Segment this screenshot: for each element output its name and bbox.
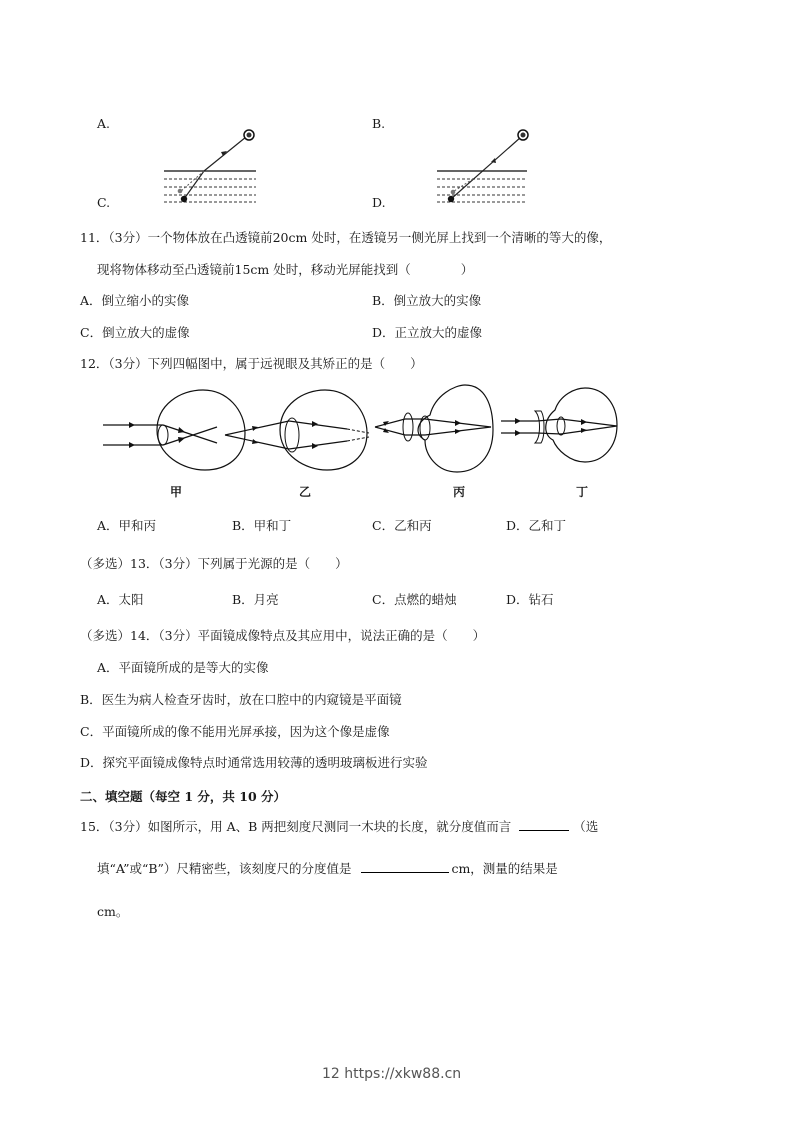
q13-option-b: B．月亮 [232,592,279,607]
q14-option-b: B．医生为病人检查牙齿时，放在口腔中的内窥镜是平面镜 [80,692,402,707]
q12-figure-label-jia: 甲 [170,485,183,499]
q12-figure-label-yi: 乙 [299,485,312,499]
q10-option-c-label: C. [97,195,111,210]
eye-diagram-ding [501,388,617,462]
q13-stem: （多选）13．（3分）下列属于光源的是（ ） [80,556,348,571]
q15-stem-part3: 填“A”或“B”）尺精密些，该刻度尺的分度值是 [97,861,352,876]
q10-refraction-diagram-d [435,125,535,205]
q12-option-d: D．乙和丁 [506,518,567,533]
q12-figure-label-bing: 丙 [453,485,466,499]
q14-option-d: D．探究平面镜成像特点时通常选用较薄的透明玻璃板进行实验 [80,755,428,770]
q14-option-c: C．平面镜所成的像不能用光屏承接，因为这个像是虚像 [80,724,390,739]
q11-option-a: A．倒立缩小的实像 [80,293,190,308]
q10-option-d-label: D. [372,195,386,210]
q11-option-b: B．倒立放大的实像 [372,293,482,308]
q14-stem: （多选）14．（3分）平面镜成像特点及其应用中，说法正确的是（ ） [80,628,486,643]
q10-option-a-label: A. [97,116,111,131]
q10-refraction-diagram-c [160,125,260,205]
q10-option-b-label: B. [372,116,386,131]
q11-option-c: C．倒立放大的虚像 [80,325,190,340]
section-title-fill-in-blank: 二、填空题（每空 1 分，共 10 分） [80,789,287,804]
q11-stem-line1: 11．（3分）一个物体放在凸透镜前20cm 处时，在透镜另一侧光屏上找到一个清晰的等大的像， [80,230,612,245]
footer-url: https://xkw88.cn [344,1066,462,1082]
q12-eye-diagrams [95,385,635,480]
q11-stem-line2: 现将物体移动至凸透镜前15cm 处时，移动光屏能找到（ ） [97,262,474,277]
q15-blank-2[interactable] [361,860,449,873]
eye-diagram-yi [225,390,369,470]
q12-option-a: A．甲和丙 [97,518,157,533]
eye-diagram-jia [103,390,245,470]
q15-line2 [97,860,558,877]
q13-option-c: C．点燃的蜡烛 [372,592,457,607]
q12-option-c: C．乙和丙 [372,518,432,533]
q15-stem-part2: （选 [573,819,599,834]
page-number: 12 [322,1066,340,1082]
q12-option-b: B．甲和丁 [232,518,292,533]
q15-line3: cm。 [97,904,129,919]
q14-option-a: A．平面镜所成的是等大的实像 [97,660,269,675]
q13-option-a: A．太阳 [97,592,144,607]
q12-figure-label-ding: 丁 [576,485,589,499]
eye-diagram-bing [375,385,493,472]
q15-line1 [80,818,598,835]
q13-option-d: D．钻石 [506,592,554,607]
q12-stem: 12．（3分）下列四幅图中，属于远视眼及其矫正的是（ ） [80,356,423,371]
page-footer [322,1066,461,1082]
q11-option-d: D．正立放大的虚像 [372,325,483,340]
q15-stem-part4: cm，测量的结果是 [451,861,558,876]
q15-stem-part1: 15．（3分）如图所示，用 A、B 两把刻度尺测同一木块的长度，就分度值而言 [80,819,512,834]
q15-blank-1[interactable] [519,818,569,831]
